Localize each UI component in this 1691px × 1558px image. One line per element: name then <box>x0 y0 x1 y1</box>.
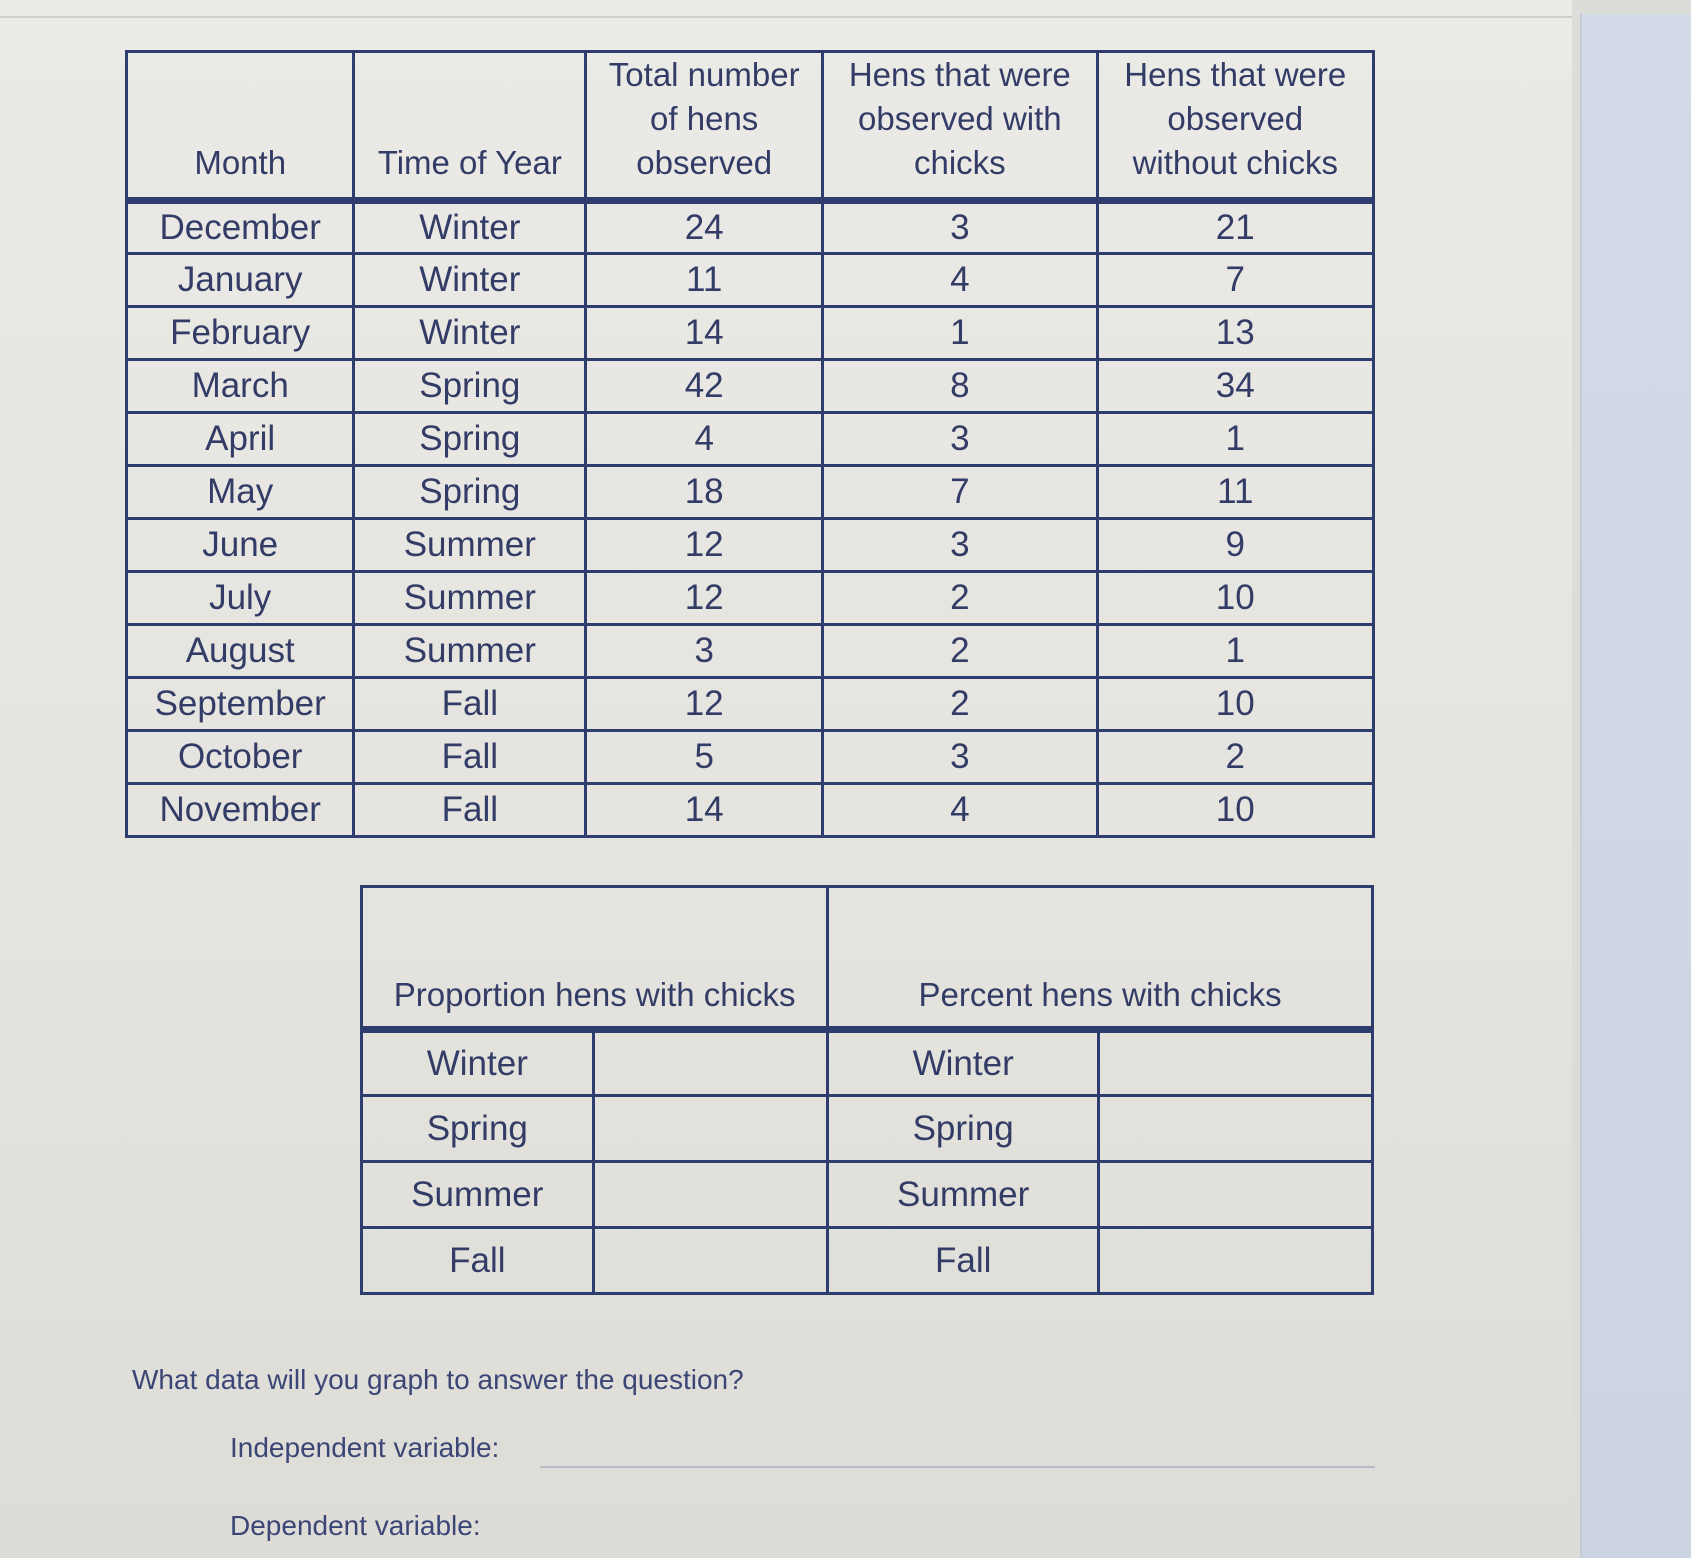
month-cell: July <box>127 572 354 625</box>
time-of-year-cell: Fall <box>354 784 586 837</box>
month-cell: April <box>127 413 354 466</box>
header-hens-without-chicks: Hens that were observed without chicks <box>1097 52 1373 201</box>
season-row <box>362 1228 1373 1294</box>
header-total-hens: Total number of hens observed <box>586 52 823 201</box>
time-of-year-cell: Winter <box>354 254 586 307</box>
season-summary-table <box>360 885 1374 1295</box>
with-chicks-cell: 4 <box>823 784 1097 837</box>
table-row <box>127 413 1374 466</box>
month-cell: December <box>127 201 354 254</box>
with-chicks-cell: 4 <box>823 254 1097 307</box>
header-hens-with-chicks: Hens that were observed with chicks <box>823 52 1097 201</box>
time-of-year-cell: Summer <box>354 519 586 572</box>
percent-season-label: Spring <box>828 1096 1099 1162</box>
total-hens-cell: 18 <box>586 466 823 519</box>
percent-value-cell[interactable] <box>1099 1030 1373 1096</box>
proportion-season-label: Fall <box>362 1228 594 1294</box>
with-chicks-cell: 2 <box>823 572 1097 625</box>
with-chicks-cell: 2 <box>823 678 1097 731</box>
total-hens-cell: 14 <box>586 784 823 837</box>
table-row <box>127 519 1374 572</box>
season-row <box>362 1096 1373 1162</box>
month-cell: June <box>127 519 354 572</box>
header-month: Month <box>127 52 354 201</box>
month-cell: November <box>127 784 354 837</box>
time-of-year-cell: Fall <box>354 731 586 784</box>
independent-variable-label: Independent variable: <box>230 1432 500 1463</box>
table-row <box>127 731 1374 784</box>
proportion-value-cell[interactable] <box>593 1162 828 1228</box>
with-chicks-cell: 3 <box>823 731 1097 784</box>
table-header-row <box>127 52 1374 201</box>
month-cell: September <box>127 678 354 731</box>
without-chicks-cell: 10 <box>1097 678 1373 731</box>
proportion-season-label: Winter <box>362 1030 594 1096</box>
total-hens-cell: 42 <box>586 360 823 413</box>
month-cell: February <box>127 307 354 360</box>
graph-question: What data will you graph to answer the question? <box>132 1364 744 1395</box>
top-rule <box>0 16 1572 18</box>
with-chicks-cell: 3 <box>823 201 1097 254</box>
with-chicks-cell: 3 <box>823 413 1097 466</box>
dependent-variable-label: Dependent variable: <box>230 1510 481 1541</box>
table-row <box>127 466 1374 519</box>
without-chicks-cell: 21 <box>1097 201 1373 254</box>
with-chicks-cell: 1 <box>823 307 1097 360</box>
without-chicks-cell: 1 <box>1097 625 1373 678</box>
percent-season-label: Winter <box>828 1030 1099 1096</box>
independent-variable-input[interactable] <box>540 1466 1375 1468</box>
percent-season-label: Summer <box>828 1162 1099 1228</box>
time-of-year-cell: Fall <box>354 678 586 731</box>
table-row <box>127 201 1374 254</box>
total-hens-cell: 14 <box>586 307 823 360</box>
total-hens-cell: 3 <box>586 625 823 678</box>
total-hens-cell: 24 <box>586 201 823 254</box>
header-percent: Percent hens with chicks <box>828 887 1373 1030</box>
with-chicks-cell: 2 <box>823 625 1097 678</box>
month-cell: March <box>127 360 354 413</box>
time-of-year-cell: Winter <box>354 201 586 254</box>
percent-season-label: Fall <box>828 1228 1099 1294</box>
without-chicks-cell: 11 <box>1097 466 1373 519</box>
proportion-season-label: Spring <box>362 1096 594 1162</box>
time-of-year-cell: Spring <box>354 413 586 466</box>
month-cell: August <box>127 625 354 678</box>
hen-observation-table <box>125 50 1375 838</box>
table-row <box>127 307 1374 360</box>
without-chicks-cell: 9 <box>1097 519 1373 572</box>
proportion-value-cell[interactable] <box>593 1096 828 1162</box>
without-chicks-cell: 10 <box>1097 572 1373 625</box>
time-of-year-cell: Summer <box>354 572 586 625</box>
month-cell: January <box>127 254 354 307</box>
time-of-year-cell: Winter <box>354 307 586 360</box>
without-chicks-cell: 7 <box>1097 254 1373 307</box>
percent-value-cell[interactable] <box>1099 1096 1373 1162</box>
without-chicks-cell: 10 <box>1097 784 1373 837</box>
month-cell: October <box>127 731 354 784</box>
time-of-year-cell: Spring <box>354 466 586 519</box>
season-row <box>362 1030 1373 1096</box>
time-of-year-cell: Summer <box>354 625 586 678</box>
month-cell: May <box>127 466 354 519</box>
percent-value-cell[interactable] <box>1099 1228 1373 1294</box>
without-chicks-cell: 1 <box>1097 413 1373 466</box>
header-proportion: Proportion hens with chicks <box>362 887 828 1030</box>
proportion-season-label: Summer <box>362 1162 594 1228</box>
with-chicks-cell: 8 <box>823 360 1097 413</box>
total-hens-cell: 4 <box>586 413 823 466</box>
table-row <box>127 625 1374 678</box>
percent-value-cell[interactable] <box>1099 1162 1373 1228</box>
table-row <box>127 678 1374 731</box>
time-of-year-cell: Spring <box>354 360 586 413</box>
total-hens-cell: 5 <box>586 731 823 784</box>
without-chicks-cell: 2 <box>1097 731 1373 784</box>
proportion-value-cell[interactable] <box>593 1228 828 1294</box>
total-hens-cell: 12 <box>586 678 823 731</box>
without-chicks-cell: 34 <box>1097 360 1373 413</box>
side-panel <box>1580 14 1691 1558</box>
header-time-of-year: Time of Year <box>354 52 586 201</box>
total-hens-cell: 12 <box>586 572 823 625</box>
proportion-value-cell[interactable] <box>593 1030 828 1096</box>
table-row <box>127 360 1374 413</box>
table-row <box>127 572 1374 625</box>
table-row <box>127 784 1374 837</box>
without-chicks-cell: 13 <box>1097 307 1373 360</box>
table-row <box>127 254 1374 307</box>
total-hens-cell: 12 <box>586 519 823 572</box>
with-chicks-cell: 7 <box>823 466 1097 519</box>
with-chicks-cell: 3 <box>823 519 1097 572</box>
season-row <box>362 1162 1373 1228</box>
total-hens-cell: 11 <box>586 254 823 307</box>
season-header-row <box>362 887 1373 1030</box>
